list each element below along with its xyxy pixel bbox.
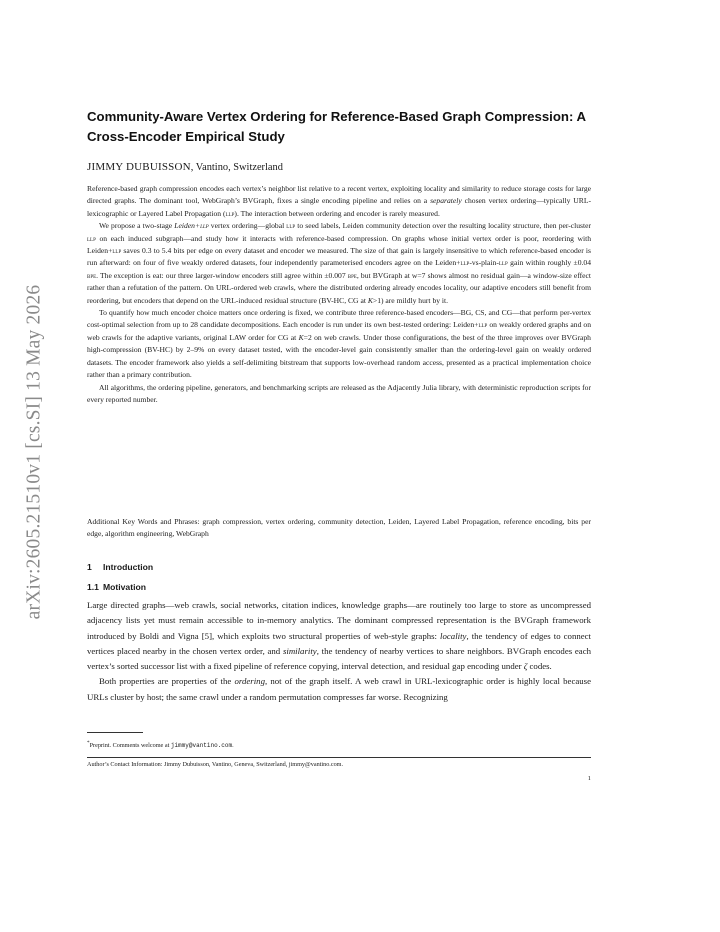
author-name: JIMMY DUBUISSON — [87, 161, 191, 173]
footnote: *Preprint. Comments welcome at jimmy@vantino.com. — [87, 740, 234, 750]
section-heading-introduction — [87, 561, 153, 573]
author-affiliation: , Vantino, Switzerland — [190, 162, 283, 173]
abstract-paragraph-2: We propose a two-stage Leiden+llp vertex ordering—global llp to seed labels, Leiden community detection over the resulting locality structure, then per-cluster llp on each induced subgraph—and study how it interacts with reference-based compression. On graphs whose initial vertex order is poor, reordering with Leiden+llp saves 0.3 to 5.4 bits per edge on every dataset and encoder we measured. The size of that gain is largely insensitive to which reference-based encoder is run afterward: on four of five weakly ordered datasets, four independently parameterised encoders agree on the Leiden+llp-vs-plain-llp gain within roughly ±0.04 bpe. The exception is eat: our three larger-window encoders still agree within ±0.007 bpe, but BVGraph at w=7 shows almost no residual gain—a window-size effect rather than a refutation of the pattern. On URL-ordered web crawls, where the distributed ordering already encodes locality, our adaptive encoders still benefit from reordering, but encoders that depend on the URL-induced residual structure (BV-HC, CG at K>1) are mildly hurt by it. — [87, 221, 592, 305]
abstract-paragraph-1: Reference-based graph compression encodes each vertex’s neighbor list relative to a recent vertex, exploiting locality and similarity to reduce storage costs for large directed graphs. The dominant tool, WebGraph’s BVGraph, fixes a single encoding pipeline and relies on a separately chosen vertex ordering—typically URL-lexicographic or Layered Label Propagation (llp). The interaction between ordering and encoder is rarely measured. — [87, 184, 592, 218]
footnote-rule — [87, 732, 143, 733]
keywords: Additional Key Words and Phrases: graph compression, vertex ordering, community detection, Leiden, Layered Label Propagation, reference encoding, bits per edge, algorithm engineering, WebGraph — [87, 517, 591, 539]
abstract — [87, 183, 591, 406]
arxiv-identifier: arXiv:2605.21510v1 [cs.SI] 13 May 2026 — [23, 284, 45, 620]
page-number: 1 — [587, 775, 591, 782]
intro-body — [87, 598, 591, 705]
intro-paragraph-2: Both properties are properties of the ordering, not of the graph itself. A web crawl in URL-lexicographic order is highly local because URLs cluster by host; the same crawl under a random permutation compresses far worse. Recognizing — [87, 676, 591, 702]
footnote-email: jimmy@vantino.com — [170, 742, 233, 750]
contact-rule — [87, 757, 591, 758]
author-contact: Author’s Contact Information: Jimmy Dubuisson, Vantino, Geneva, Switzerland, jimmy@vantino.com. — [87, 761, 344, 768]
subsection-heading-motivation — [87, 581, 146, 593]
paper-title: Community-Aware Vertex Ordering for Reference-Based Graph Compression: A Cross-Encoder Empirical Study — [87, 109, 586, 144]
arxiv-stamp — [22, 262, 46, 642]
section-number: 1 — [87, 562, 92, 572]
subsection-number: 1.1 — [87, 582, 99, 592]
intro-paragraph-1: Large directed graphs—web crawls, social networks, citation indices, knowledge graphs—are routinely too large to store as uncompressed adjacency lists yet must remain accessible to in-memory analytics. The dominant compressed representation is the BVGraph framework introduced by Boldi and Vigna [5], which exploits two structural properties of web-style graphs: locality, the tendency of edges to connect vertices placed nearby in the chosen vertex order, and similarity, the tendency of nearby vertices to share neighbors. BVGraph encodes each vertex’s sorted successor list with a fixed pipeline of reference copying, interval detection, and residual gap encoding under ζ codes. — [87, 600, 592, 672]
abstract-paragraph-3: To quantify how much encoder choice matters once ordering is fixed, we contribute three reference-based encoders—BG, CS, and CG—that perform per-vertex cost-optimal selection from up to 28 candidate decompositions. Each encoder is run under its own best-tested ordering: Leiden+llp on weakly ordered graphs and on web crawls for the adaptive variants, original LAW order for CG at K=2 on web crawls. Under those configurations, the best of the three improves over BVGraph high-compression (BV-HC) by 2–9% on every dataset tested, with the encoder-level gain consistently smaller than the ordering-level gain on weakly ordered datasets. The encoder framework also yields a self-delimiting bitstream that supports low-overhead random access, presented as a practical implementation choice rather than a primary contribution. — [87, 308, 591, 380]
section-title: Introduction — [103, 562, 154, 572]
subsection-title: Motivation — [103, 582, 146, 592]
author-line — [87, 160, 283, 175]
abstract-paragraph-4: All algorithms, the ordering pipeline, generators, and benchmarking scripts are released as the Adjacently Julia library, with deterministic reproduction scripts for every reported number. — [87, 382, 591, 404]
